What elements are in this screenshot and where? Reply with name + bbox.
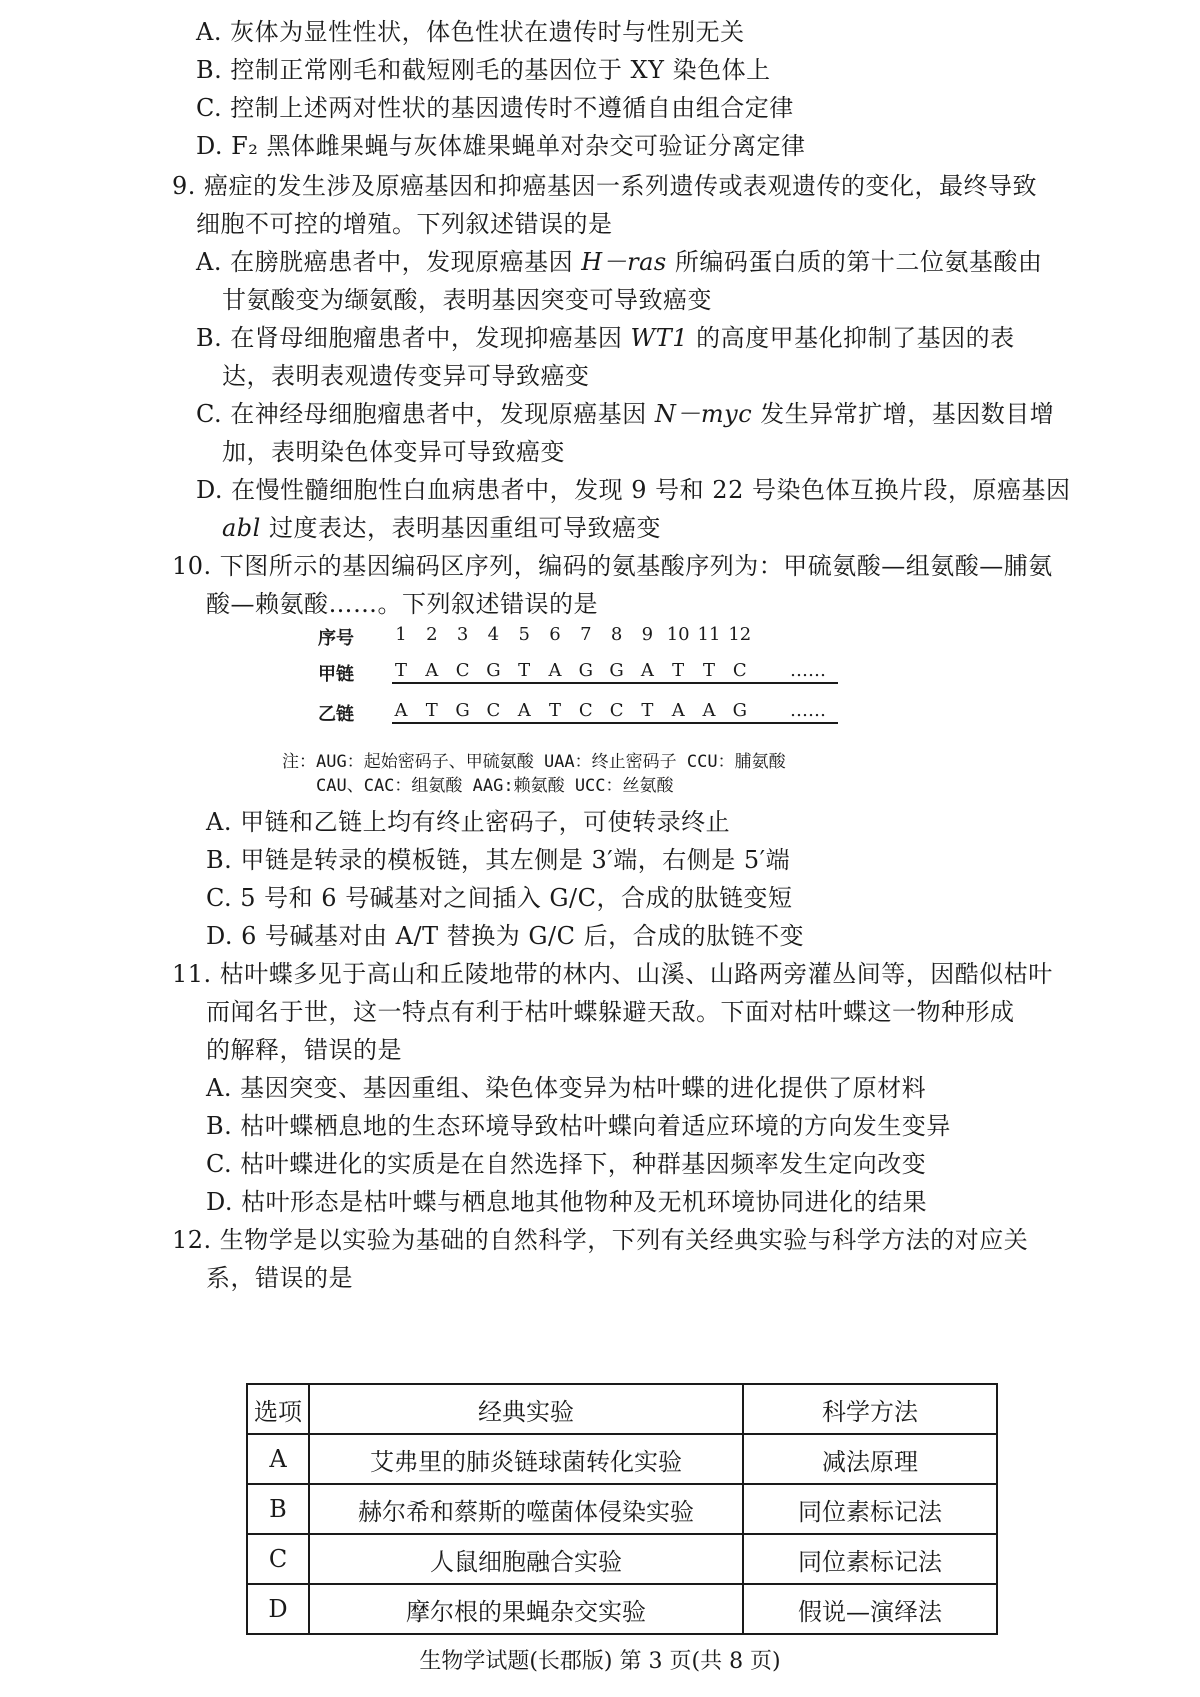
- gene-name: WT1: [630, 324, 688, 352]
- table-cell: 人鼠细胞融合实验: [309, 1534, 743, 1584]
- chain-a-base: G: [609, 660, 624, 681]
- gene-name: H－ras: [581, 248, 667, 276]
- figure-note: 注：AUG：起始密码子、甲硫氨酸 UAA：终止密码子 CCU：脯氨酸: [282, 752, 786, 772]
- q11-option-b: B. 枯叶蝶栖息地的生态环境导致枯叶蝶向着适应环境的方向发生变异: [206, 1112, 951, 1140]
- chain-a-base: T: [702, 660, 715, 681]
- q11-stem-cont: 而闻名于世，这一特点有利于枯叶蝶躲避天敌。下面对枯叶蝶这一物种形成: [206, 998, 1015, 1026]
- q10-option-b: B. 甲链是转录的模板链，其左侧是 3′端，右侧是 5′端: [206, 846, 791, 874]
- base-number: 2: [426, 624, 438, 645]
- chain-b-strand-line: [392, 722, 838, 724]
- table-cell: 减法原理: [743, 1434, 997, 1484]
- base-number: 3: [456, 624, 469, 645]
- base-number: 11: [697, 624, 721, 645]
- q9-option-b-line2: 达，表明表观遗传变异可导致癌变: [222, 362, 590, 390]
- q8-option-d: D. F₂ 黑体雌果蝇与灰体雄果蝇单对杂交可验证分离定律: [196, 132, 806, 160]
- base-number: 10: [666, 624, 690, 645]
- base-number: 4: [487, 624, 500, 645]
- chain-a-base: A: [548, 660, 562, 681]
- table-cell: A: [247, 1434, 309, 1484]
- chain-b-base: C: [609, 700, 624, 721]
- table-cell: 赫尔希和蔡斯的噬菌体侵染实验: [309, 1484, 743, 1534]
- chain-b-base: A: [702, 700, 716, 721]
- chain-a-base: T: [394, 660, 407, 681]
- chain-a-base: G: [486, 660, 501, 681]
- chain-b-base: C: [578, 700, 593, 721]
- figure-note-cont: CAU、CAC：组氨酸 AAG:赖氨酸 UCC：丝氨酸: [316, 776, 674, 796]
- chain-b-ellipsis: ……: [790, 700, 826, 721]
- q11-stem: 11. 枯叶蝶多见于高山和丘陵地带的林内、山溪、山路两旁灌丛间等，因酷似枯叶: [172, 960, 1053, 988]
- q11-option-c: C. 枯叶蝶进化的实质是在自然选择下，种群基因频率发生定向改变: [206, 1150, 927, 1178]
- q10-stem-cont: 酸—赖氨酸……。下列叙述错误的是: [206, 590, 598, 618]
- base-number: 8: [610, 624, 623, 645]
- table-row: [247, 1534, 997, 1584]
- chain-a-base: A: [640, 660, 654, 681]
- row-label-chain-a: 甲链: [318, 664, 354, 685]
- q10-option-a: A. 甲链和乙链上均有终止密码子，可使转录终止: [206, 808, 731, 836]
- base-number: 9: [641, 624, 654, 645]
- q9-option-a: [196, 244, 1042, 280]
- q8-option-b: B. 控制正常刚毛和截短刚毛的基因位于 XY 染色体上: [196, 56, 771, 84]
- q10-stem: 10. 下图所示的基因编码区序列，编码的氨基酸序列为：甲硫氨酸—组氨酸—脯氨: [172, 552, 1053, 580]
- chain-a-strand-line: [392, 682, 838, 684]
- chain-a-base: T: [518, 660, 531, 681]
- base-number: 7: [580, 624, 592, 645]
- chain-b-base: C: [486, 700, 501, 721]
- chain-a-base: G: [578, 660, 593, 681]
- q9-option-b-text-cont: 的高度甲基化抑制了基因的表: [687, 324, 1015, 352]
- q8-option-a: A. 灰体为显性性状，体色性状在遗传时与性别无关: [196, 18, 745, 46]
- gene-name: abl: [222, 514, 261, 542]
- table-cell: B: [247, 1484, 309, 1534]
- base-number: 5: [518, 624, 530, 645]
- table-cell: 同位素标记法: [743, 1534, 997, 1584]
- q9-option-d-line2: [222, 510, 661, 546]
- q11-stem-cont2: 的解释，错误的是: [206, 1036, 402, 1064]
- q9-option-b-text: B. 在肾母细胞瘤患者中，发现抑癌基因: [196, 324, 631, 352]
- q9-option-d-text-cont: 过度表达，表明基因重组可导致癌变: [260, 514, 661, 542]
- q10-option-c: C. 5 号和 6 号碱基对之间插入 G/C，合成的肽链变短: [206, 884, 793, 912]
- table-header-cell: 经典实验: [309, 1384, 743, 1434]
- q9-option-c-line2: 加，表明染色体变异可导致癌变: [222, 438, 565, 466]
- chain-b-base: T: [641, 700, 654, 721]
- chain-a-base: C: [455, 660, 470, 681]
- q8-option-c: C. 控制上述两对性状的基因遗传时不遵循自由组合定律: [196, 94, 794, 122]
- q11-option-d: D. 枯叶形态是枯叶蝶与栖息地其他物种及无机环境协同进化的结果: [206, 1188, 928, 1216]
- chain-b-base: T: [548, 700, 561, 721]
- q9-option-a-text-cont: 所编码蛋白质的第十二位氨基酸由: [666, 248, 1043, 276]
- chain-a-base: C: [732, 660, 747, 681]
- table-row: [247, 1584, 997, 1634]
- table-row: [247, 1484, 997, 1534]
- chain-a-base: T: [672, 660, 685, 681]
- experiment-method-table: [246, 1383, 998, 1635]
- q9-option-d: D. 在慢性髓细胞性白血病患者中，发现 9 号和 22 号染色体互换片段，原癌基因: [196, 476, 1071, 504]
- chain-b-base: A: [394, 700, 408, 721]
- base-number: 1: [395, 624, 407, 645]
- chain-b-base: G: [455, 700, 470, 721]
- table-cell: 艾弗里的肺炎链球菌转化实验: [309, 1434, 743, 1484]
- chain-b-base: A: [671, 700, 685, 721]
- chain-b-base: A: [517, 700, 531, 721]
- q12-stem-cont: 系，错误的是: [206, 1264, 353, 1292]
- q9-option-c-text: C. 在神经母细胞瘤患者中，发现原癌基因: [196, 400, 655, 428]
- base-number: 12: [728, 624, 752, 645]
- chain-b-base: G: [732, 700, 747, 721]
- chain-a-ellipsis: ……: [790, 660, 826, 681]
- table-cell: D: [247, 1584, 309, 1634]
- q9-option-b: [196, 320, 1015, 356]
- q9-option-a-text: A. 在膀胱癌患者中，发现原癌基因: [196, 248, 582, 276]
- q9-option-c-text-cont: 发生异常扩增，基因数目增: [752, 400, 1055, 428]
- q11-option-a: A. 基因突变、基因重组、染色体变异为枯叶蝶的进化提供了原材料: [206, 1074, 927, 1102]
- table-cell: 摩尔根的果蝇杂交实验: [309, 1584, 743, 1634]
- row-label-number: 序号: [318, 628, 354, 649]
- table-cell: 同位素标记法: [743, 1484, 997, 1534]
- table-header-cell: 选项: [247, 1384, 309, 1434]
- gene-name: N－myc: [654, 400, 753, 428]
- q9-stem-cont: 细胞不可控的增殖。下列叙述错误的是: [196, 210, 613, 238]
- q10-option-d: D. 6 号碱基对由 A/T 替换为 G/C 后，合成的肽链不变: [206, 922, 805, 950]
- q9-option-c: [196, 396, 1054, 432]
- chain-b-base: T: [425, 700, 438, 721]
- q12-stem: 12. 生物学是以实验为基础的自然科学，下列有关经典实验与科学方法的对应关: [172, 1226, 1029, 1254]
- table-header-row: [247, 1384, 997, 1434]
- table-cell: C: [247, 1534, 309, 1584]
- table-cell: 假说—演绎法: [743, 1584, 997, 1634]
- q9-option-a-line2: 甘氨酸变为缬氨酸，表明基因突变可导致癌变: [222, 286, 712, 314]
- table-header-cell: 科学方法: [743, 1384, 997, 1434]
- table-row: [247, 1434, 997, 1484]
- base-number: 6: [549, 624, 561, 645]
- page-footer: 生物学试题(长郡版) 第 3 页(共 8 页): [419, 1649, 781, 1674]
- q9-stem: 9. 癌症的发生涉及原癌基因和抑癌基因一系列遗传或表观遗传的变化，最终导致: [172, 172, 1038, 200]
- row-label-chain-b: 乙链: [318, 704, 354, 725]
- chain-a-base: A: [425, 660, 439, 681]
